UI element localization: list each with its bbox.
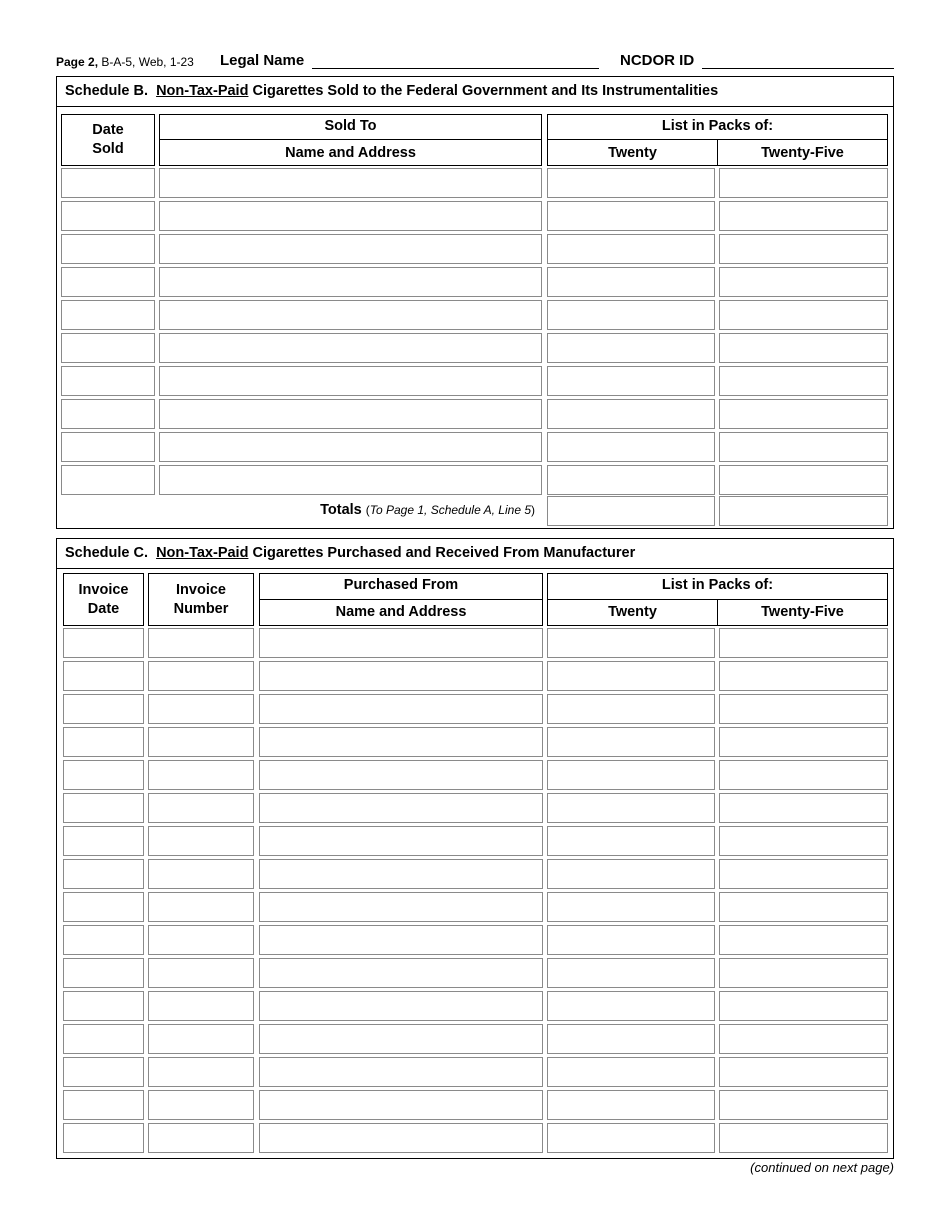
schedule-c-purchased-from-cell[interactable] [259, 892, 543, 922]
schedule-c-purchased-from-cell[interactable] [259, 958, 543, 988]
schedule-c-twenty-five-cell[interactable] [719, 925, 888, 955]
schedule-b-twenty-cell[interactable] [547, 201, 715, 231]
schedule-b-title-underlined: Non-Tax-Paid [156, 83, 249, 99]
schedule-c-twenty-five-cell[interactable] [719, 859, 888, 889]
schedule-b-sold-to-cell[interactable] [159, 465, 542, 495]
schedule-b-packs-header [547, 114, 888, 166]
schedule-b-date-sold-cell[interactable] [61, 300, 155, 330]
schedule-b-totals-note-text: To Page 1, Schedule A, Line 5 [369, 503, 531, 517]
schedule-c-twenty-five-cell[interactable] [719, 958, 888, 988]
schedule-c-invoice-date-header [63, 573, 144, 626]
schedule-c-invoice-number-cell[interactable] [148, 628, 254, 658]
schedule-b-title-prefix: Schedule B. [65, 83, 148, 99]
schedule-b-twenty-five-cell[interactable] [719, 168, 888, 198]
schedule-c-invoice-date-cell[interactable] [63, 628, 144, 658]
schedule-c-twenty-cell[interactable] [547, 1123, 715, 1153]
schedule-b-twenty-five-cell[interactable] [719, 267, 888, 297]
schedule-b-title-rest: Cigarettes Sold to the Federal Government and Its Instrumentalities [252, 83, 719, 99]
schedule-c-purchased-from-cell[interactable] [259, 793, 543, 823]
schedule-c-twenty-cell[interactable] [547, 859, 715, 889]
schedule-b-totals-note-open: ( [365, 503, 370, 517]
schedule-c-twenty-cell[interactable] [547, 1024, 715, 1054]
schedule-c-purchased-from-cell[interactable] [259, 859, 543, 889]
schedule-c-twenty-cell[interactable] [547, 991, 715, 1021]
schedule-b-date-header-line2: Sold [92, 141, 124, 157]
schedule-c-title-rest: Cigarettes Purchased and Received From Manufacturer [252, 545, 636, 561]
schedule-c-invoice-date-line2: Date [87, 601, 120, 617]
schedule-c-twenty-cell[interactable] [547, 727, 715, 757]
schedule-c-twenty-five-cell[interactable] [719, 892, 888, 922]
schedule-c-invoice-number-cell[interactable] [148, 1024, 254, 1054]
schedule-c-invoice-date-cell[interactable] [63, 892, 144, 922]
schedule-c-packs-header [547, 573, 888, 626]
schedule-c-twenty-cell[interactable] [547, 694, 715, 724]
schedule-c-invoice-date-cell[interactable] [63, 1057, 144, 1087]
schedule-c-invoice-date-cell[interactable] [63, 793, 144, 823]
schedule-c-invoice-date-cell[interactable] [63, 1090, 144, 1120]
schedule-b-soldto-top: Sold To [324, 118, 377, 134]
schedule-b-date-sold-cell[interactable] [61, 234, 155, 264]
schedule-c-invoice-date-cell[interactable] [63, 1123, 144, 1153]
schedule-c-invoice-date-cell[interactable] [63, 925, 144, 955]
schedule-c-twenty-five-cell[interactable] [719, 1090, 888, 1120]
ncdor-id-label: NCDOR ID [620, 52, 695, 69]
schedule-c-invoice-number-cell[interactable] [148, 1057, 254, 1087]
schedule-c-section [56, 538, 894, 1159]
schedule-b-packs-top: List in Packs of: [661, 118, 774, 134]
schedule-c-invoice-number-cell[interactable] [148, 826, 254, 856]
schedule-c-twenty-five-cell[interactable] [719, 1057, 888, 1087]
schedule-c-invoice-date-cell[interactable] [63, 991, 144, 1021]
schedule-b-twenty-five-cell[interactable] [719, 300, 888, 330]
page-header [56, 52, 894, 72]
schedule-c-invoice-number-line2: Number [173, 601, 229, 617]
schedule-b-twenty-cell[interactable] [547, 432, 715, 462]
schedule-b-soldto-bottom: Name and Address [285, 145, 416, 161]
schedule-b-twenty-five-cell[interactable] [719, 399, 888, 429]
schedule-b-sold-to-cell[interactable] [159, 300, 542, 330]
schedule-c-twenty-cell[interactable] [547, 760, 715, 790]
schedule-c-purchased-bottom: Name and Address [335, 604, 467, 620]
schedule-c-invoice-number-cell[interactable] [148, 727, 254, 757]
schedule-c-twenty-cell[interactable] [547, 793, 715, 823]
schedule-c-invoice-date-cell[interactable] [63, 1024, 144, 1054]
schedule-b-soldto-header [159, 114, 542, 166]
ncdor-id-field[interactable] [702, 68, 894, 69]
schedule-b-total-twentyfive[interactable] [719, 496, 888, 526]
schedule-c-purchased-from-cell[interactable] [259, 1123, 543, 1153]
schedule-c-purchased-divider [260, 599, 542, 600]
schedule-b-total-twenty[interactable] [547, 496, 715, 526]
schedule-c-invoice-number-cell[interactable] [148, 892, 254, 922]
schedule-b-title [57, 77, 893, 107]
schedule-b-date-sold-cell[interactable] [61, 333, 155, 363]
schedule-b-twenty-header: Twenty [608, 145, 657, 161]
schedule-b-sold-to-cell[interactable] [159, 432, 542, 462]
schedule-c-purchased-from-cell[interactable] [259, 760, 543, 790]
schedule-c-twenty-five-cell[interactable] [719, 1024, 888, 1054]
schedule-b-twenty-cell[interactable] [547, 465, 715, 495]
schedule-c-purchased-from-cell[interactable] [259, 661, 543, 691]
schedule-c-twenty-five-cell[interactable] [719, 991, 888, 1021]
schedule-c-invoice-number-cell[interactable] [148, 958, 254, 988]
schedule-b-date-header-line1: Date [92, 122, 124, 138]
continued-note: (continued on next page) [750, 1160, 894, 1175]
schedule-b-date-header [61, 114, 155, 166]
schedule-c-twenty-cell[interactable] [547, 826, 715, 856]
schedule-c-purchased-from-cell[interactable] [259, 727, 543, 757]
schedule-b-sold-to-cell[interactable] [159, 267, 542, 297]
schedule-c-twentyfive-header: Twenty-Five [761, 604, 844, 620]
schedule-c-purchased-from-cell[interactable] [259, 925, 543, 955]
page-identifier [56, 55, 194, 69]
schedule-c-twenty-cell[interactable] [547, 1090, 715, 1120]
schedule-c-twenty-five-cell[interactable] [719, 694, 888, 724]
schedule-b-sold-to-cell[interactable] [159, 168, 542, 198]
schedule-c-invoice-date-cell[interactable] [63, 760, 144, 790]
schedule-c-purchased-from-cell[interactable] [259, 826, 543, 856]
schedule-b-soldto-divider [160, 139, 541, 140]
schedule-c-invoice-number-cell[interactable] [148, 1123, 254, 1153]
schedule-c-twenty-cell[interactable] [547, 1057, 715, 1087]
schedule-b-sold-to-cell[interactable] [159, 333, 542, 363]
schedule-c-twenty-five-cell[interactable] [719, 628, 888, 658]
schedule-b-twenty-five-cell[interactable] [719, 432, 888, 462]
schedule-c-packs-top: List in Packs of: [661, 577, 774, 593]
schedule-c-purchased-from-cell[interactable] [259, 628, 543, 658]
schedule-b-twenty-cell[interactable] [547, 333, 715, 363]
schedule-b-date-sold-cell[interactable] [61, 168, 155, 198]
legal-name-label: Legal Name [220, 52, 305, 69]
schedule-b-totals-text: Totals [320, 502, 362, 518]
schedule-b-date-sold-cell[interactable] [61, 366, 155, 396]
schedule-c-purchased-header [259, 573, 543, 626]
schedule-c-purchased-from-cell[interactable] [259, 991, 543, 1021]
schedule-c-purchased-from-cell[interactable] [259, 1057, 543, 1087]
schedule-c-invoice-date-line1: Invoice [78, 582, 129, 598]
schedule-b-twentyfive-header: Twenty-Five [761, 145, 844, 161]
schedule-c-invoice-number-header [148, 573, 254, 626]
schedule-b-totals-note-close: ) [531, 503, 535, 517]
schedule-c-title-prefix: Schedule C. [65, 545, 148, 561]
schedule-b-sold-to-cell[interactable] [159, 234, 542, 264]
schedule-b-section [56, 76, 894, 529]
schedule-c-invoice-date-cell[interactable] [63, 694, 144, 724]
schedule-b-date-sold-cell[interactable] [61, 399, 155, 429]
schedule-b-totals-label [320, 502, 535, 518]
schedule-c-twenty-five-cell[interactable] [719, 793, 888, 823]
schedule-c-twenty-cell[interactable] [547, 628, 715, 658]
schedule-b-totals-note [366, 503, 535, 517]
schedule-c-title [57, 539, 893, 569]
schedule-b-date-sold-cell[interactable] [61, 465, 155, 495]
legal-name-field[interactable] [312, 68, 599, 69]
schedule-b-date-sold-cell[interactable] [61, 432, 155, 462]
schedule-b-twenty-cell[interactable] [547, 300, 715, 330]
schedule-c-title-underlined: Non-Tax-Paid [156, 545, 249, 561]
schedule-c-invoice-number-cell[interactable] [148, 859, 254, 889]
schedule-c-twenty-cell[interactable] [547, 958, 715, 988]
schedule-b-twenty-five-cell[interactable] [719, 201, 888, 231]
schedule-c-invoice-date-cell[interactable] [63, 727, 144, 757]
schedule-c-invoice-number-cell[interactable] [148, 694, 254, 724]
schedule-b-sold-to-cell[interactable] [159, 201, 542, 231]
schedule-c-invoice-date-cell[interactable] [63, 661, 144, 691]
schedule-b-twenty-five-cell[interactable] [719, 333, 888, 363]
schedule-c-invoice-number-cell[interactable] [148, 991, 254, 1021]
schedule-c-purchased-from-cell[interactable] [259, 1024, 543, 1054]
schedule-b-sold-to-cell[interactable] [159, 399, 542, 429]
schedule-c-purchased-from-cell[interactable] [259, 1090, 543, 1120]
page-number: Page 2, [56, 55, 99, 69]
schedule-b-twenty-cell[interactable] [547, 399, 715, 429]
schedule-c-invoice-date-cell[interactable] [63, 826, 144, 856]
schedule-b-twenty-cell[interactable] [547, 366, 715, 396]
schedule-b-date-sold-cell[interactable] [61, 201, 155, 231]
schedule-b-twenty-cell[interactable] [547, 267, 715, 297]
schedule-c-twenty-cell[interactable] [547, 925, 715, 955]
schedule-c-twenty-header: Twenty [608, 604, 657, 620]
schedule-c-invoice-number-cell[interactable] [148, 760, 254, 790]
schedule-c-purchased-from-cell[interactable] [259, 694, 543, 724]
schedule-c-twenty-five-cell[interactable] [719, 727, 888, 757]
schedule-c-invoice-number-cell[interactable] [148, 661, 254, 691]
schedule-b-twenty-five-cell[interactable] [719, 234, 888, 264]
form-code: B-A-5, Web, 1-23 [101, 55, 194, 69]
schedule-c-purchased-top: Purchased From [343, 577, 459, 593]
schedule-c-invoice-number-cell[interactable] [148, 1090, 254, 1120]
schedule-c-twenty-five-cell[interactable] [719, 760, 888, 790]
schedule-c-invoice-date-cell[interactable] [63, 958, 144, 988]
schedule-c-invoice-number-line1: Invoice [176, 582, 226, 598]
schedule-c-invoice-number-cell[interactable] [148, 793, 254, 823]
schedule-c-twenty-cell[interactable] [547, 661, 715, 691]
schedule-b-sold-to-cell[interactable] [159, 366, 542, 396]
schedule-c-twenty-cell[interactable] [547, 892, 715, 922]
schedule-b-twenty-five-cell[interactable] [719, 465, 888, 495]
schedule-b-twenty-cell[interactable] [547, 234, 715, 264]
schedule-c-invoice-date-cell[interactable] [63, 859, 144, 889]
schedule-c-twenty-five-cell[interactable] [719, 661, 888, 691]
schedule-b-twenty-five-cell[interactable] [719, 366, 888, 396]
schedule-c-twenty-five-cell[interactable] [719, 826, 888, 856]
schedule-c-twenty-five-cell[interactable] [719, 1123, 888, 1153]
schedule-b-date-sold-cell[interactable] [61, 267, 155, 297]
schedule-b-twenty-cell[interactable] [547, 168, 715, 198]
schedule-c-invoice-number-cell[interactable] [148, 925, 254, 955]
